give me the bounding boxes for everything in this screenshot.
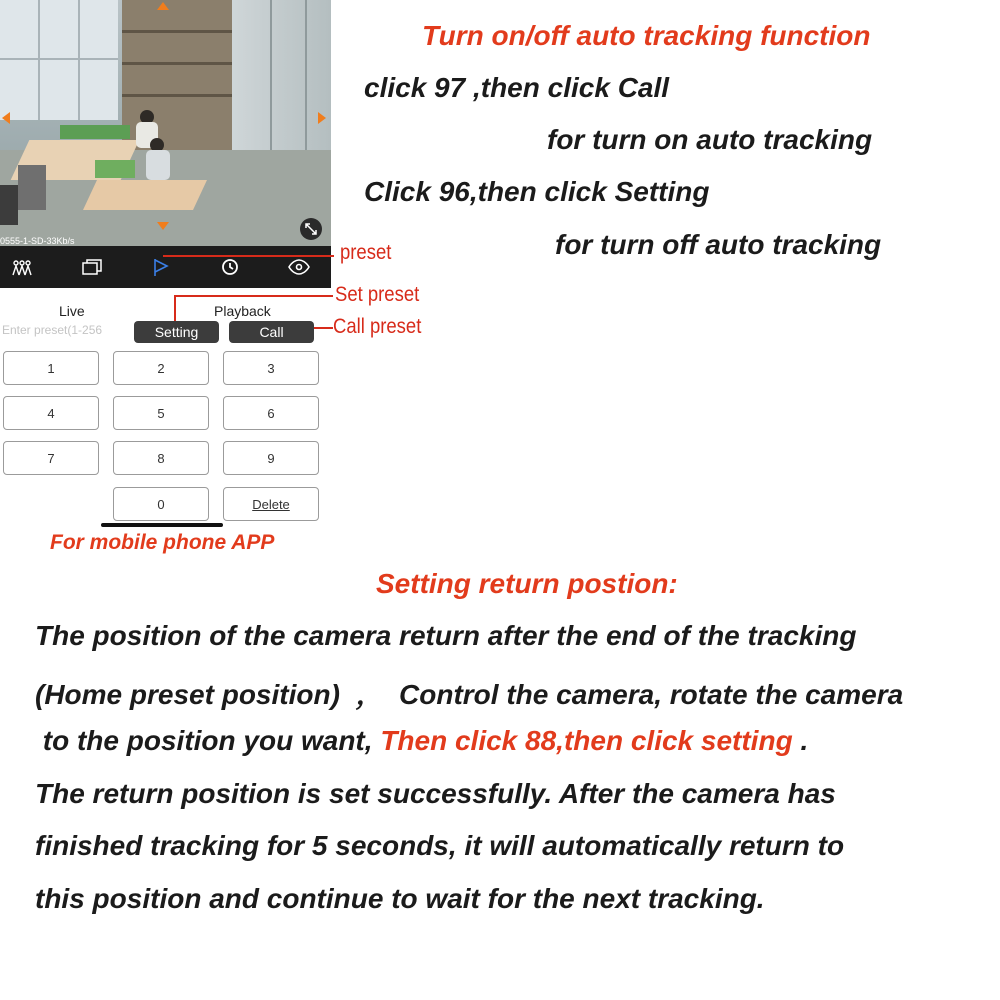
- setting-button[interactable]: Setting: [134, 321, 219, 343]
- tracking-title: Turn on/off auto tracking function: [422, 20, 871, 51]
- return-paragraph-line-3: [35, 725, 808, 757]
- call-button[interactable]: Call: [229, 321, 314, 343]
- return-paragraph-line-2: (Home preset position) ， Control the camera, rotate the camera: [35, 679, 904, 710]
- preset-annotation: preset: [340, 241, 392, 264]
- keypad-key-5[interactable]: 5: [113, 396, 209, 430]
- tab-live[interactable]: Live: [59, 303, 85, 319]
- return-section-title: Setting return postion:: [376, 568, 678, 599]
- return-paragraph-line-4: The return position is set successfully. After the camera has: [35, 778, 836, 809]
- instruction-line-2: for turn on auto tracking: [547, 124, 873, 155]
- set-preset-pointer-line: [175, 296, 333, 321]
- set-preset-annotation: Set preset: [335, 283, 420, 306]
- call-preset-annotation: Call preset: [333, 315, 422, 338]
- return-paragraph-line-1: The position of the camera return after the end of the tracking: [35, 620, 857, 651]
- keypad-key-7[interactable]: 7: [3, 441, 99, 475]
- return-line-3-start: to the position you want,: [35, 725, 381, 756]
- keypad-key-8[interactable]: 8: [113, 441, 209, 475]
- preset-input[interactable]: Enter preset(1-256: [2, 323, 103, 337]
- mobile-app-caption: For mobile phone APP: [50, 531, 275, 554]
- stream-stats: 0555-1-SD-33Kb/s: [0, 236, 75, 246]
- instruction-line-3: Click 96,then click Setting: [364, 176, 710, 207]
- return-paragraph-line-5: finished tracking for 5 seconds, it will automatically return to: [35, 830, 845, 861]
- keypad-key-4[interactable]: 4: [3, 396, 99, 430]
- return-paragraph-line-6: this position and continue to wait for the next tracking.: [35, 883, 765, 914]
- tab-playback[interactable]: Playback: [214, 303, 271, 319]
- keypad-key-9[interactable]: 9: [223, 441, 319, 475]
- return-line-3-end: .: [792, 725, 809, 756]
- instruction-line-1: click 97 ,then click Call: [364, 72, 670, 103]
- keypad-key-0[interactable]: 0: [113, 487, 209, 521]
- return-line-3-highlight: Then click 88,then click setting: [380, 725, 793, 756]
- instruction-line-4: for turn off auto tracking: [555, 229, 882, 260]
- keypad-key-1[interactable]: 1: [3, 351, 99, 385]
- keypad-delete-button[interactable]: Delete: [223, 487, 319, 521]
- keypad-key-3[interactable]: 3: [223, 351, 319, 385]
- keypad-key-2[interactable]: 2: [113, 351, 209, 385]
- keypad-key-6[interactable]: 6: [223, 396, 319, 430]
